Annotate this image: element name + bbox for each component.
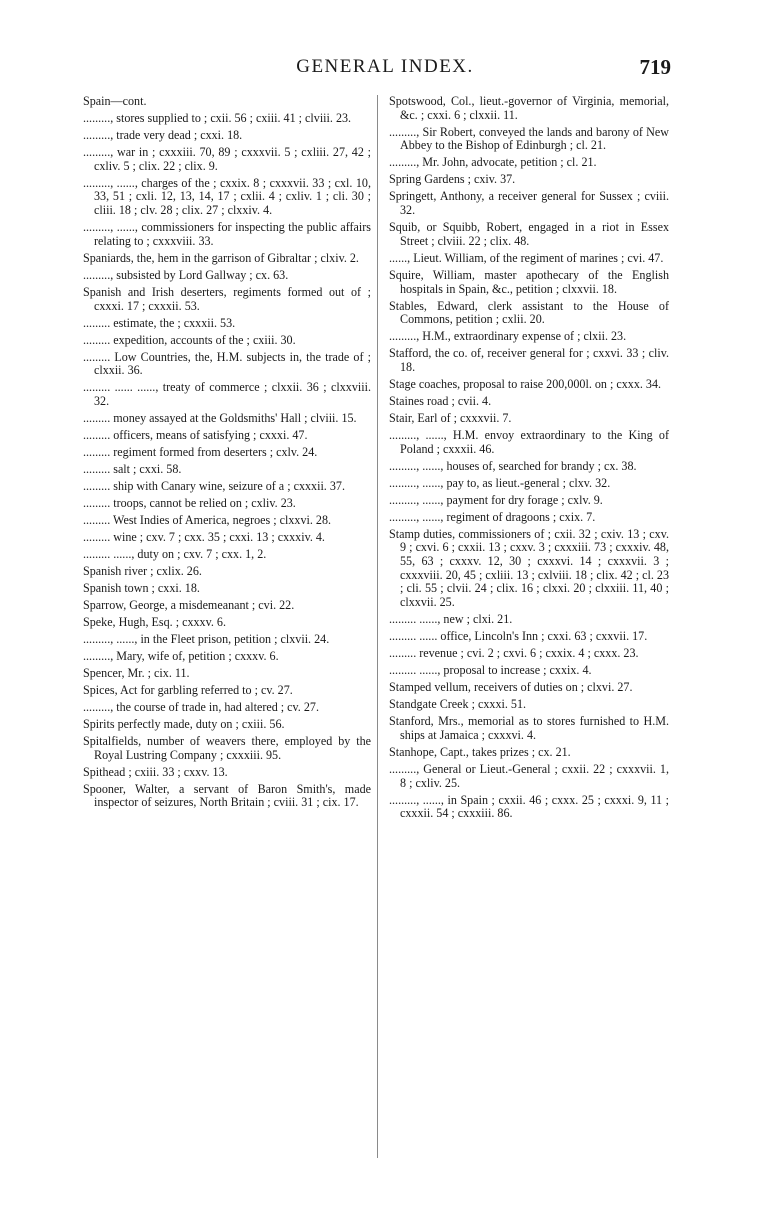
index-entry: ......... West Indies of America, negroes ; clxxvi. 28. bbox=[83, 512, 332, 527]
index-entry: Spanish town ; cxxi. 18. bbox=[83, 580, 200, 595]
index-entry: Squib, or Squibb, Robert, engaged in a riot in Essex Street ; clviii. 22 ; clix. 48. bbox=[389, 220, 669, 248]
index-entry: ........., Mr. John, advocate, petition ; cl. 21. bbox=[389, 155, 597, 170]
index-entry: Spooner, Walter, a servant of Baron Smith's, made inspector of seizures, North Britain ; cviii. 31 ; cix. 17. bbox=[83, 781, 371, 810]
index-entry: Stables, Edward, clerk assistant to the House of Commons, petition ; cxlii. 20. bbox=[389, 298, 669, 327]
column-divider bbox=[377, 95, 378, 1158]
index-entry: ........., trade very dead ; cxxi. 18. bbox=[83, 128, 243, 142]
index-entry: Spotswood, Col., lieut.-governor of Virginia, memorial, &c. ; cxxi. 6 ; clxxii. 11. bbox=[389, 94, 669, 122]
index-entry: ........., ......, in Spain ; cxxii. 46 ; cxxx. 25 ; cxxxi. 9, 11 ; cxxxii. 54 ; cxxxiii. 86. bbox=[389, 792, 669, 821]
index-entry: ......... Low Countries, the, H.M. subjects in, the trade of ; clxxii. 36. bbox=[83, 349, 371, 378]
index-entry: ........., subsisted by Lord Gallway ; cx. 63. bbox=[83, 267, 289, 282]
index-entry: Stanhope, Capt., takes prizes ; cx. 21. bbox=[389, 744, 571, 759]
index-entry: ......... wine ; cxv. 7 ; cxx. 35 ; cxxi. 13 ; cxxxiv. 4. bbox=[83, 529, 325, 544]
index-entry: ........., ......, houses of, searched for brandy ; cx. 38. bbox=[389, 458, 637, 473]
index-entry: Spanish river ; cxlix. 26. bbox=[83, 563, 202, 578]
index-entry: Stage coaches, proposal to raise 200,000l. on ; cxxx. 34. bbox=[389, 376, 662, 391]
index-entry: Spithead ; cxiii. 33 ; cxxv. 13. bbox=[83, 764, 228, 779]
index-entry: ........., stores supplied to ; cxii. 56 ; cxiii. 41 ; clviii. 23. bbox=[83, 111, 352, 125]
index-entry: ........., ......, pay to, as lieut.-general ; clxv. 32. bbox=[389, 475, 611, 490]
index-entry: ......... officers, means of satisfying ; cxxxi. 47. bbox=[83, 427, 308, 442]
index-entry: Staines road ; cvii. 4. bbox=[389, 393, 492, 408]
index-entry: Stamped vellum, receivers of duties on ; clxvi. 27. bbox=[389, 680, 633, 695]
index-entry: ........., ......, in the Fleet prison, petition ; clxvii. 24. bbox=[83, 631, 330, 646]
index-column-right bbox=[389, 95, 669, 824]
index-entry: Spain—cont. bbox=[83, 94, 147, 108]
index-entry: ........., the course of trade in, had altered ; cv. 27. bbox=[83, 699, 319, 714]
index-entry: ......... estimate, the ; cxxxii. 53. bbox=[83, 315, 236, 330]
index-entry: Spices, Act for garbling referred to ; cv. 27. bbox=[83, 682, 293, 697]
index-entry: ......... money assayed at the Goldsmiths' Hall ; clviii. 15. bbox=[83, 410, 357, 425]
index-entry: ........., ......, charges of the ; cxxix. 8 ; cxxxvii. 33 ; cxl. 10, 33, 51 ; cxli. 12, 13, 14, 17 ; cxlii. 4 ; cxliv. 1 ; cli. 30 ; cliii. 18 ; clv. 28 ; clix. 27 ; clxxiv. 4. bbox=[83, 175, 371, 218]
index-entry: ......... ......, duty on ; cxv. 7 ; cxx. 1, 2. bbox=[83, 546, 267, 561]
page-title: GENERAL INDEX. bbox=[296, 56, 474, 77]
index-entry: ......... expedition, accounts of the ; cxiii. 30. bbox=[83, 332, 296, 347]
index-entry: Stanford, Mrs., memorial as to stores furnished to H.M. ships at Jamaica ; cxxxvi. 4. bbox=[389, 714, 669, 742]
index-entry: ........., H.M., extraordinary expense of ; clxii. 23. bbox=[389, 329, 627, 344]
index-entry: Spencer, Mr. ; cix. 11. bbox=[83, 665, 190, 680]
index-entry: Spitalfields, number of weavers there, employed by the Royal Lustring Company ; cxxxiii. 95. bbox=[83, 733, 371, 762]
index-entry: Spanish and Irish deserters, regiments formed out of ; cxxxi. 17 ; cxxxii. 53. bbox=[83, 284, 371, 313]
index-entry: ........., ......, regiment of dragoons ; cxix. 7. bbox=[389, 509, 596, 524]
index-entry: ......... ...... office, Lincoln's Inn ; cxxi. 63 ; cxxvii. 17. bbox=[389, 629, 648, 644]
index-entry: Springett, Anthony, a receiver general for Sussex ; cviii. 32. bbox=[389, 189, 669, 218]
index-entry: Standgate Creek ; cxxxi. 51. bbox=[389, 697, 527, 712]
page-number: 719 bbox=[639, 55, 671, 79]
index-entry: Spaniards, the, hem in the garrison of Gibraltar ; clxiv. 2. bbox=[83, 250, 359, 265]
index-entry: ......... troops, cannot be relied on ; cxliv. 23. bbox=[83, 495, 296, 510]
index-entry: ......... revenue ; cvi. 2 ; cxvi. 6 ; cxxix. 4 ; cxxx. 23. bbox=[389, 646, 639, 661]
index-entry: Squire, William, master apothecary of the English hospitals in Spain, &c., petition ; clxxvii. 18. bbox=[389, 267, 669, 296]
index-entry: ........., ......, payment for dry forage ; cxlv. 9. bbox=[389, 492, 603, 507]
index-entry: ......... ......, proposal to increase ; cxxix. 4. bbox=[389, 663, 592, 678]
index-entry: ......... ship with Canary wine, seizure of a ; cxxxii. 37. bbox=[83, 478, 345, 493]
index-column-left bbox=[83, 95, 371, 813]
index-entry: ........., General or Lieut.-General ; cxxii. 22 ; cxxxvii. 1, 8 ; cxliv. 25. bbox=[389, 761, 669, 790]
index-entry: ......... ...... ......, treaty of commerce ; clxxii. 36 ; clxxviii. 32. bbox=[83, 380, 371, 408]
index-entry: Sparrow, George, a misdemeanant ; cvi. 22. bbox=[83, 597, 295, 612]
index-entry: ........., ......, H.M. envoy extraordinary to the King of Poland ; cxxxii. 46. bbox=[389, 427, 669, 456]
index-entry: ........., Sir Robert, conveyed the lands and barony of New Abbey to the Bishop of Edinburgh ; cl. 21. bbox=[389, 124, 669, 153]
index-entry: ........., war in ; cxxxiii. 70, 89 ; cxxxvii. 5 ; cxliii. 27, 42 ; cxliv. 5 ; clix. 22 ; clix. 9. bbox=[83, 145, 371, 173]
index-entry: Spirits perfectly made, duty on ; cxiii. 56. bbox=[83, 716, 285, 731]
index-entry: Spring Gardens ; cxiv. 37. bbox=[389, 172, 516, 187]
index-entry: Speke, Hugh, Esq. ; cxxxv. 6. bbox=[83, 614, 226, 629]
index-entry: ......... salt ; cxxi. 58. bbox=[83, 461, 182, 476]
index-entry: ........., ......, commissioners for inspecting the public affairs relating to ; cxxxviii. 33. bbox=[83, 220, 371, 248]
index-entry: Stamp duties, commissioners of ; cxii. 32 ; cxiv. 13 ; cxv. 9 ; cxvi. 6 ; cxxii. 13 ; cxxv. 3 ; cxxxiii. 73 ; cxxxiv. 48, 55, 63 ; cxxxv. 12, 30 ; cxxxvi. 14 ; cxxxvii. 3 ; cxxxviii. 20, 45 ; cxliii. 13 ; cxlviii. 18 ; clix. 42 ; cl. 23 ; cli. 55 ; clvii. 24 ; clix. 16 ; clxxi. 20 ; clxxiii. 11, 40 ; clxxvii. 25. bbox=[389, 526, 669, 610]
index-entry: ......... regiment formed from deserters ; cxlv. 24. bbox=[83, 444, 318, 459]
running-head bbox=[0, 56, 770, 84]
index-entry: Stair, Earl of ; cxxxvii. 7. bbox=[389, 410, 512, 425]
index-entry: ........., Mary, wife of, petition ; cxxxv. 6. bbox=[83, 648, 279, 663]
index-entry: ......, Lieut. William, of the regiment of marines ; cvi. 47. bbox=[389, 250, 664, 265]
index-entry: Stafford, the co. of, receiver general for ; cxxvi. 33 ; cliv. 18. bbox=[389, 346, 669, 374]
index-entry: ......... ......, new ; clxi. 21. bbox=[389, 612, 513, 627]
